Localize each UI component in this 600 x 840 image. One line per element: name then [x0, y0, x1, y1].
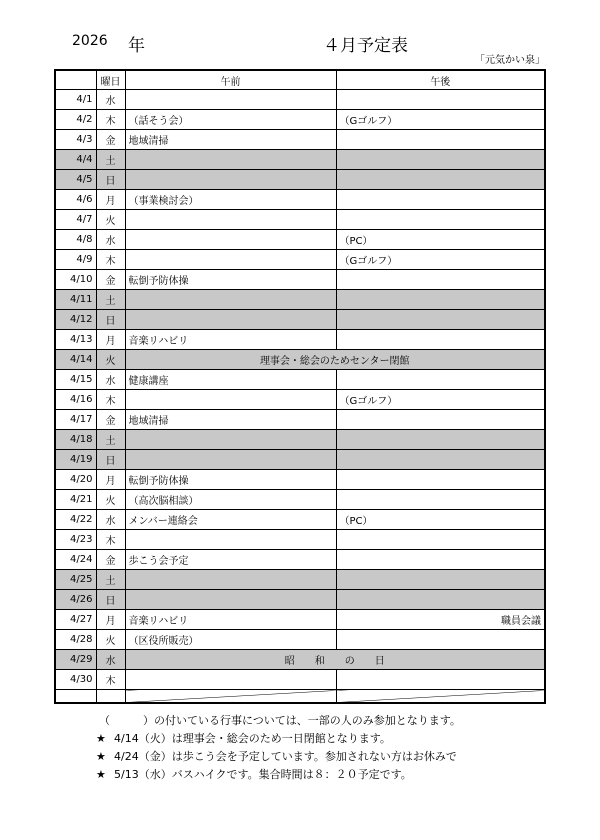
row-date: 4/21 — [55, 490, 96, 510]
row-morning: 歩こう会予定 — [125, 550, 336, 570]
row-date: 4/14 — [55, 350, 96, 370]
row-afternoon — [336, 90, 545, 110]
header-year-suffix: 年 — [128, 36, 145, 56]
row-afternoon — [336, 470, 545, 490]
row-morning: 健康講座 — [125, 370, 336, 390]
table-header-row — [55, 70, 545, 90]
row-date: 4/20 — [55, 470, 96, 490]
row-date: 4/15 — [55, 370, 96, 390]
row-day-of-week: 月 — [96, 470, 125, 490]
note-line — [96, 730, 391, 746]
row-day-of-week: 月 — [96, 330, 125, 350]
table-row — [55, 450, 545, 470]
row-day-of-week: 木 — [96, 110, 125, 130]
row-afternoon — [336, 570, 545, 590]
header-dow: 曜日 — [96, 70, 125, 90]
row-day-of-week: 金 — [96, 410, 125, 430]
row-day-of-week: 木 — [96, 250, 125, 270]
row-date: 4/17 — [55, 410, 96, 430]
star-icon: ★ — [96, 750, 106, 763]
row-afternoon — [336, 410, 545, 430]
row-afternoon — [336, 170, 545, 190]
row-morning — [125, 390, 336, 410]
note-line — [96, 748, 457, 764]
page-title: ４月予定表 — [323, 36, 408, 56]
row-day-of-week: 水 — [96, 370, 125, 390]
row-date: 4/27 — [55, 610, 96, 630]
row-day-of-week: 火 — [96, 350, 125, 370]
row-afternoon — [336, 290, 545, 310]
row-day-of-week: 月 — [96, 610, 125, 630]
table-row-empty — [55, 690, 545, 704]
table-row — [55, 590, 545, 610]
row-morning — [125, 590, 336, 610]
row-morning — [125, 530, 336, 550]
empty-cell — [96, 690, 125, 704]
note-text: 4/14（火）は理事会・総会のため一日閉館となります。 — [114, 732, 391, 745]
table-row — [55, 410, 545, 430]
row-day-of-week: 水 — [96, 230, 125, 250]
row-afternoon — [336, 190, 545, 210]
row-morning: 地域清掃 — [125, 410, 336, 430]
row-afternoon — [336, 150, 545, 170]
row-afternoon — [336, 590, 545, 610]
row-afternoon: （PC） — [336, 510, 545, 530]
table-row — [55, 270, 545, 290]
row-morning — [125, 450, 336, 470]
row-date: 4/9 — [55, 250, 96, 270]
row-day-of-week: 木 — [96, 530, 125, 550]
organization-label: 「元気かい泉」 — [475, 55, 545, 66]
table-row — [55, 470, 545, 490]
empty-cell — [336, 690, 545, 704]
row-day-of-week: 日 — [96, 450, 125, 470]
row-date: 4/13 — [55, 330, 96, 350]
note-line — [99, 712, 461, 728]
row-afternoon: （Gゴルフ） — [336, 390, 545, 410]
table-row — [55, 370, 545, 390]
row-morning — [125, 290, 336, 310]
row-morning: （話そう会） — [125, 110, 336, 130]
row-day-of-week: 火 — [96, 630, 125, 650]
empty-cell — [55, 690, 96, 704]
row-day-of-week: 水 — [96, 90, 125, 110]
row-date: 4/29 — [55, 650, 96, 670]
row-day-of-week: 水 — [96, 510, 125, 530]
table-row — [55, 570, 545, 590]
row-date: 4/4 — [55, 150, 96, 170]
row-morning — [125, 210, 336, 230]
row-date: 4/28 — [55, 630, 96, 650]
row-morning — [125, 670, 336, 690]
row-morning — [125, 250, 336, 270]
row-date: 4/30 — [55, 670, 96, 690]
row-date: 4/6 — [55, 190, 96, 210]
row-day-of-week: 水 — [96, 650, 125, 670]
row-afternoon — [336, 270, 545, 290]
row-day-of-week: 木 — [96, 390, 125, 410]
row-date: 4/16 — [55, 390, 96, 410]
row-afternoon — [336, 550, 545, 570]
row-afternoon — [336, 310, 545, 330]
row-date: 4/8 — [55, 230, 96, 250]
table-row — [55, 330, 545, 350]
row-morning — [125, 90, 336, 110]
row-date: 4/1 — [55, 90, 96, 110]
row-day-of-week: 土 — [96, 150, 125, 170]
header-am: 午前 — [125, 70, 336, 90]
table-row — [55, 190, 545, 210]
row-day-of-week: 火 — [96, 490, 125, 510]
row-date: 4/22 — [55, 510, 96, 530]
row-day-of-week: 日 — [96, 590, 125, 610]
row-morning: メンバー連絡会 — [125, 510, 336, 530]
schedule-table — [54, 69, 546, 704]
header-date — [55, 70, 96, 90]
table-row — [55, 90, 545, 110]
row-date: 4/12 — [55, 310, 96, 330]
table-row — [55, 130, 545, 150]
row-date: 4/24 — [55, 550, 96, 570]
row-morning — [125, 170, 336, 190]
row-afternoon — [336, 370, 545, 390]
row-morning: （区役所販売） — [125, 630, 336, 650]
row-date: 4/11 — [55, 290, 96, 310]
note-text: 4/24（金）は歩こう会を予定しています。参加されない方はお休みで — [114, 750, 457, 763]
table-row — [55, 670, 545, 690]
row-date: 4/7 — [55, 210, 96, 230]
row-morning: （事業検討会） — [125, 190, 336, 210]
row-morning: 音楽リハビリ — [125, 330, 336, 350]
row-morning — [125, 230, 336, 250]
header-pm: 午後 — [336, 70, 545, 90]
row-date: 4/3 — [55, 130, 96, 150]
row-afternoon — [336, 210, 545, 230]
row-morning: 音楽リハビリ — [125, 610, 336, 630]
note-text: （ ）の付いている行事については、一部の人のみ参加となります。 — [99, 714, 461, 727]
table-row — [55, 610, 545, 630]
row-all-day-event: 昭 和 の 日 — [125, 650, 545, 670]
star-icon: ★ — [96, 768, 106, 781]
row-afternoon: （Gゴルフ） — [336, 110, 545, 130]
table-row — [55, 170, 545, 190]
row-afternoon — [336, 430, 545, 450]
table-row — [55, 650, 545, 670]
note-line — [96, 766, 412, 782]
row-morning: 転倒予防体操 — [125, 270, 336, 290]
row-date: 4/2 — [55, 110, 96, 130]
table-row — [55, 350, 545, 370]
row-morning — [125, 430, 336, 450]
empty-cell — [125, 690, 336, 704]
header-year: 2026 — [72, 33, 108, 49]
row-all-day-event: 理事会・総会のためセンター閉館 — [125, 350, 545, 370]
table-row — [55, 150, 545, 170]
row-date: 4/18 — [55, 430, 96, 450]
row-morning — [125, 150, 336, 170]
row-date: 4/19 — [55, 450, 96, 470]
row-morning: （高次脳相談） — [125, 490, 336, 510]
row-day-of-week: 金 — [96, 550, 125, 570]
table-row — [55, 490, 545, 510]
star-icon: ★ — [96, 732, 106, 745]
row-afternoon — [336, 630, 545, 650]
row-day-of-week: 金 — [96, 270, 125, 290]
row-morning — [125, 570, 336, 590]
row-morning — [125, 310, 336, 330]
row-morning: 地域清掃 — [125, 130, 336, 150]
row-day-of-week: 金 — [96, 130, 125, 150]
row-date: 4/25 — [55, 570, 96, 590]
table-row — [55, 630, 545, 650]
row-day-of-week: 土 — [96, 290, 125, 310]
row-date: 4/10 — [55, 270, 96, 290]
row-day-of-week: 日 — [96, 170, 125, 190]
row-day-of-week: 土 — [96, 430, 125, 450]
row-morning: 転倒予防体操 — [125, 470, 336, 490]
row-day-of-week: 土 — [96, 570, 125, 590]
row-afternoon — [336, 450, 545, 470]
row-day-of-week: 日 — [96, 310, 125, 330]
table-row — [55, 290, 545, 310]
table-row — [55, 310, 545, 330]
table-row — [55, 110, 545, 130]
row-date: 4/23 — [55, 530, 96, 550]
row-afternoon: 職員会議 — [336, 610, 545, 630]
row-afternoon — [336, 490, 545, 510]
row-date: 4/5 — [55, 170, 96, 190]
table-row — [55, 210, 545, 230]
note-text: 5/13（水）バスハイクです。集合時間は８：２０予定です。 — [114, 768, 412, 781]
row-afternoon — [336, 530, 545, 550]
row-day-of-week: 月 — [96, 190, 125, 210]
table-row — [55, 430, 545, 450]
table-row — [55, 390, 545, 410]
row-afternoon — [336, 130, 545, 150]
table-row — [55, 250, 545, 270]
row-date: 4/26 — [55, 590, 96, 610]
table-row — [55, 550, 545, 570]
row-afternoon: （Gゴルフ） — [336, 250, 545, 270]
row-day-of-week: 木 — [96, 670, 125, 690]
table-row — [55, 530, 545, 550]
table-row — [55, 510, 545, 530]
table-row — [55, 230, 545, 250]
row-afternoon — [336, 670, 545, 690]
row-day-of-week: 火 — [96, 210, 125, 230]
row-afternoon — [336, 330, 545, 350]
row-afternoon: （PC） — [336, 230, 545, 250]
